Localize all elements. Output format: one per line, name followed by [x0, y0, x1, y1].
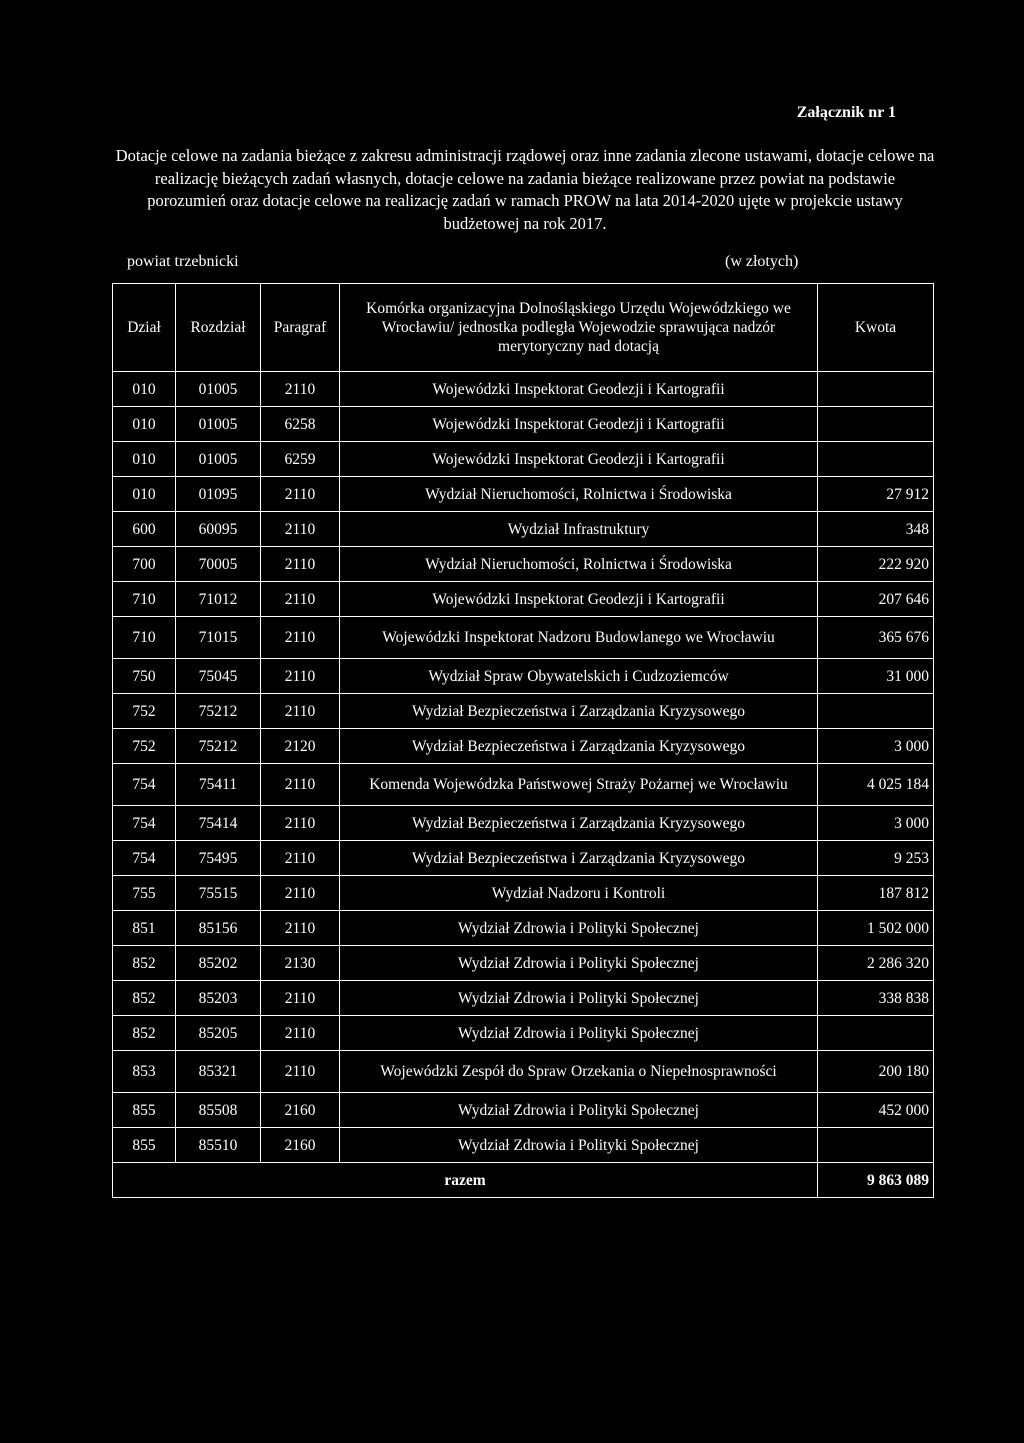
cell-dzial: 754: [113, 841, 176, 876]
cell-dzial: 851: [113, 911, 176, 946]
cell-kwota: 452 000: [818, 1093, 934, 1128]
cell-kwota: 2 286 320: [818, 946, 934, 981]
cell-dzial: 755: [113, 876, 176, 911]
header-komorka: Komórka organizacyjna Dolnośląskiego Urzędu Wojewódzkiego we Wrocławiu/ jednostka podległa Wojewodzie sprawująca nadzór merytoryczny nad dotacją: [340, 284, 818, 372]
table-row: [113, 876, 934, 911]
table-row: [113, 946, 934, 981]
cell-kwota: 31 000: [818, 659, 934, 694]
cell-kwota: 27 912: [818, 477, 934, 512]
cell-komorka: Wydział Zdrowia i Polityki Społecznej: [340, 911, 818, 946]
cell-dzial: 010: [113, 372, 176, 407]
annex-label: Załącznik nr 1: [796, 104, 896, 121]
cell-rozdzial: 85203: [176, 981, 261, 1016]
cell-rozdzial: 85321: [176, 1051, 261, 1093]
cell-dzial: 752: [113, 694, 176, 729]
table-row: [113, 582, 934, 617]
cell-rozdzial: 71015: [176, 617, 261, 659]
cell-rozdzial: 75495: [176, 841, 261, 876]
cell-komorka: Wydział Spraw Obywatelskich i Cudzoziemców: [340, 659, 818, 694]
cell-paragraf: 6259: [261, 442, 340, 477]
cell-paragraf: 2110: [261, 841, 340, 876]
cell-komorka: Wydział Bezpieczeństwa i Zarządzania Kryzysowego: [340, 806, 818, 841]
cell-kwota: 9 253: [818, 841, 934, 876]
table-row: [113, 911, 934, 946]
table-row: [113, 1128, 934, 1163]
total-row: [113, 1163, 934, 1198]
cell-rozdzial: 85510: [176, 1128, 261, 1163]
cell-komorka: Wydział Infrastruktury: [340, 512, 818, 547]
cell-dzial: 010: [113, 407, 176, 442]
cell-dzial: 010: [113, 477, 176, 512]
cell-rozdzial: 75212: [176, 694, 261, 729]
cell-rozdzial: 75515: [176, 876, 261, 911]
table-row: [113, 659, 934, 694]
cell-rozdzial: 70005: [176, 547, 261, 582]
cell-paragraf: 2120: [261, 729, 340, 764]
cell-paragraf: 2110: [261, 1051, 340, 1093]
cell-dzial: 852: [113, 1016, 176, 1051]
cell-dzial: 710: [113, 617, 176, 659]
table-row: [113, 1016, 934, 1051]
cell-rozdzial: 01005: [176, 442, 261, 477]
total-label: razem: [113, 1163, 818, 1198]
cell-paragraf: 2110: [261, 806, 340, 841]
cell-dzial: 852: [113, 981, 176, 1016]
table-row: [113, 512, 934, 547]
cell-paragraf: 2110: [261, 1016, 340, 1051]
cell-kwota: 187 812: [818, 876, 934, 911]
cell-paragraf: 2110: [261, 372, 340, 407]
cell-dzial: 752: [113, 729, 176, 764]
header-dzial: Dział: [113, 284, 176, 372]
cell-kwota: 200 180: [818, 1051, 934, 1093]
table-row: [113, 729, 934, 764]
cell-dzial: 700: [113, 547, 176, 582]
cell-dzial: 855: [113, 1128, 176, 1163]
cell-paragraf: 2110: [261, 512, 340, 547]
table-header-row: [113, 284, 934, 372]
cell-rozdzial: 71012: [176, 582, 261, 617]
header-rozdzial: Rozdział: [176, 284, 261, 372]
cell-dzial: 754: [113, 806, 176, 841]
cell-rozdzial: 85202: [176, 946, 261, 981]
total-value: 9 863 089: [818, 1163, 934, 1198]
cell-dzial: 600: [113, 512, 176, 547]
table-row: [113, 477, 934, 512]
cell-kwota: 1 502 000: [818, 911, 934, 946]
cell-komorka: Wydział Nieruchomości, Rolnictwa i Środowiska: [340, 547, 818, 582]
cell-paragraf: 2160: [261, 1128, 340, 1163]
cell-dzial: 010: [113, 442, 176, 477]
cell-kwota: [818, 442, 934, 477]
cell-rozdzial: 75414: [176, 806, 261, 841]
county-label: powiat trzebnicki: [127, 253, 239, 270]
table-row: [113, 407, 934, 442]
cell-paragraf: 2110: [261, 911, 340, 946]
cell-komorka: Wojewódzki Inspektorat Geodezji i Kartografii: [340, 407, 818, 442]
cell-kwota: 3 000: [818, 806, 934, 841]
cell-rozdzial: 01095: [176, 477, 261, 512]
cell-kwota: 365 676: [818, 617, 934, 659]
cell-rozdzial: 85205: [176, 1016, 261, 1051]
cell-rozdzial: 75411: [176, 764, 261, 806]
subsidy-table: [112, 283, 934, 1198]
cell-rozdzial: 75045: [176, 659, 261, 694]
header-kwota: Kwota: [818, 284, 934, 372]
cell-paragraf: 2110: [261, 617, 340, 659]
cell-komorka: Wojewódzki Inspektorat Nadzoru Budowlanego we Wrocławiu: [340, 617, 818, 659]
cell-dzial: 853: [113, 1051, 176, 1093]
header-paragraf: Paragraf: [261, 284, 340, 372]
cell-kwota: [818, 407, 934, 442]
cell-rozdzial: 85508: [176, 1093, 261, 1128]
cell-kwota: 3 000: [818, 729, 934, 764]
table-body: [113, 372, 934, 1163]
cell-rozdzial: 85156: [176, 911, 261, 946]
table-row: [113, 617, 934, 659]
cell-komorka: Wydział Bezpieczeństwa i Zarządzania Kryzysowego: [340, 694, 818, 729]
table-row: [113, 372, 934, 407]
cell-komorka: Wydział Zdrowia i Polityki Społecznej: [340, 1093, 818, 1128]
cell-kwota: 348: [818, 512, 934, 547]
cell-komorka: Wydział Bezpieczeństwa i Zarządzania Kryzysowego: [340, 841, 818, 876]
cell-komorka: Wojewódzki Inspektorat Geodezji i Kartografii: [340, 582, 818, 617]
table-row: [113, 806, 934, 841]
cell-paragraf: 2110: [261, 582, 340, 617]
cell-kwota: 222 920: [818, 547, 934, 582]
cell-paragraf: 2110: [261, 659, 340, 694]
cell-kwota: 338 838: [818, 981, 934, 1016]
cell-dzial: 750: [113, 659, 176, 694]
cell-komorka: Wydział Nadzoru i Kontroli: [340, 876, 818, 911]
cell-dzial: 710: [113, 582, 176, 617]
table-row: [113, 841, 934, 876]
cell-kwota: 207 646: [818, 582, 934, 617]
cell-dzial: 855: [113, 1093, 176, 1128]
cell-paragraf: 2110: [261, 477, 340, 512]
intro-text: Dotacje celowe na zadania bieżące z zakresu administracji rządowej oraz inne zadania zlecone ustawami, dotacje celowe na realizację bieżących zadań własnych, dotacje celowe na zadania bieżące realizowane przez powiat na podstawie porozumień oraz dotacje celowe na realizację zadań w ramach PROW na lata 2014-2020 ujęte w projekcie ustawy budżetowej na rok 2017.: [115, 146, 935, 233]
cell-komorka: Wojewódzki Zespół do Spraw Orzekania o Niepełnosprawności: [340, 1051, 818, 1093]
cell-kwota: [818, 372, 934, 407]
cell-dzial: 754: [113, 764, 176, 806]
cell-komorka: Komenda Wojewódzka Państwowej Straży Pożarnej we Wrocławiu: [340, 764, 818, 806]
cell-paragraf: 2110: [261, 547, 340, 582]
cell-paragraf: 2110: [261, 694, 340, 729]
cell-rozdzial: 75212: [176, 729, 261, 764]
cell-rozdzial: 01005: [176, 407, 261, 442]
cell-komorka: Wydział Zdrowia i Polityki Społecznej: [340, 1128, 818, 1163]
cell-paragraf: 2130: [261, 946, 340, 981]
cell-paragraf: 2110: [261, 876, 340, 911]
unit-label: (w złotych): [725, 253, 799, 270]
cell-komorka: Wydział Zdrowia i Polityki Społecznej: [340, 981, 818, 1016]
table-row: [113, 1051, 934, 1093]
cell-rozdzial: 01005: [176, 372, 261, 407]
cell-komorka: Wojewódzki Inspektorat Geodezji i Kartografii: [340, 442, 818, 477]
cell-kwota: 4 025 184: [818, 764, 934, 806]
table-row: [113, 981, 934, 1016]
cell-komorka: Wydział Nieruchomości, Rolnictwa i Środowiska: [340, 477, 818, 512]
cell-kwota: [818, 694, 934, 729]
table-row: [113, 764, 934, 806]
cell-komorka: Wydział Zdrowia i Polityki Społecznej: [340, 1016, 818, 1051]
table-row: [113, 442, 934, 477]
subheader: [0, 253, 1024, 275]
cell-dzial: 852: [113, 946, 176, 981]
table-row: [113, 547, 934, 582]
cell-kwota: [818, 1128, 934, 1163]
cell-komorka: Wojewódzki Inspektorat Geodezji i Kartografii: [340, 372, 818, 407]
table-row: [113, 694, 934, 729]
cell-paragraf: 2110: [261, 981, 340, 1016]
cell-paragraf: 6258: [261, 407, 340, 442]
cell-paragraf: 2110: [261, 764, 340, 806]
cell-paragraf: 2160: [261, 1093, 340, 1128]
cell-komorka: Wydział Zdrowia i Polityki Społecznej: [340, 946, 818, 981]
table-row: [113, 1093, 934, 1128]
cell-komorka: Wydział Bezpieczeństwa i Zarządzania Kryzysowego: [340, 729, 818, 764]
cell-kwota: [818, 1016, 934, 1051]
cell-rozdzial: 60095: [176, 512, 261, 547]
